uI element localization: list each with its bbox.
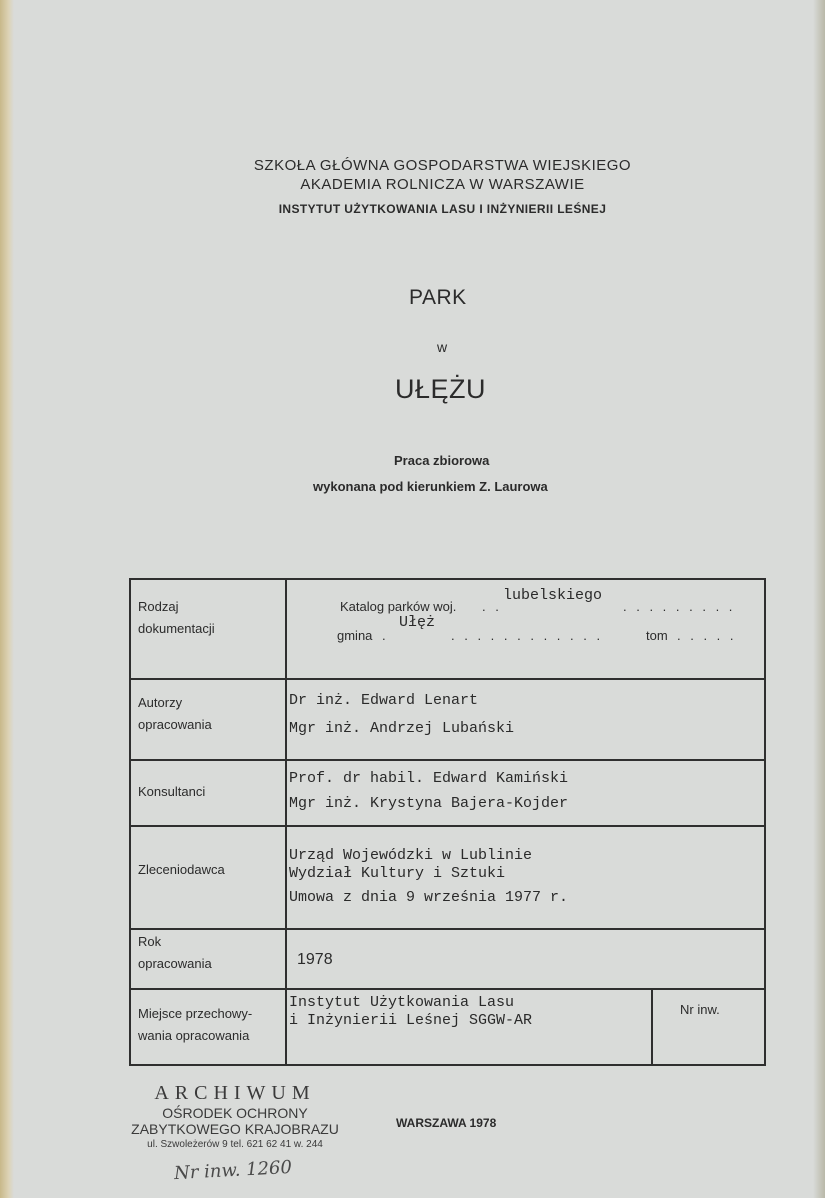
katalog-label: Katalog parków woj. [340,599,457,614]
header-institute: INSTYTUT UŻYTKOWANIA LASU I INŻYNIERII LEŚNEJ [278,202,607,216]
katalog-value: lubelskiego [503,587,603,604]
documentation-table [129,578,766,1066]
title-w: w [437,339,448,355]
title-place: UŁĘŻU [395,374,487,404]
label-miejsce: Miejsce przechowy- wania opracowania [138,1006,253,1043]
gmina-value: Ułęż [399,614,436,631]
subtitle-collective-work: Praca zbiorowa [394,453,490,468]
place-year: WARSZAWA 1978 [396,1116,497,1130]
consultant-1: Prof. dr habil. Edward Kamiński [289,770,569,787]
subtitle-supervisor: wykonana pod kierunkiem Z. Laurowa [313,479,548,494]
label-zleceniodawca: Zleceniodawca [138,862,225,877]
row-zleceniodawca [131,827,764,930]
title-park: PARK [409,286,467,309]
nr-divider [651,990,653,1066]
header-academy: AKADEMIA ROLNICZA W WARSZAWIE [300,176,585,193]
label-konsultanci: Konsultanci [138,784,206,799]
author-1: Dr inż. Edward Lenart [289,692,479,709]
row-rok [131,930,764,990]
row-konsultanci [131,761,764,827]
row-autorzy [131,680,764,761]
label-rodzaj: Rodzaj dokumentacji [138,599,215,636]
storage-1: Instytut Użytkowania Lasu [289,994,515,1011]
consultant-2: Mgr inż. Krystyna Bajera-Kojder [289,795,569,812]
row-miejsce [131,990,764,1066]
label-autorzy: Autorzy opracowania [138,695,212,732]
storage-2: i Inżynierii Leśnej SGGW-AR [289,1012,533,1029]
client-2: Wydział Kultury i Sztuki [289,865,506,882]
tom-label: tom [646,628,668,643]
contract: Umowa z dnia 9 września 1977 r. [289,889,569,906]
handwritten-inventory-number: Nr inw. 1260 [173,1156,293,1185]
archive-stamp: ARCHIWUM OŚRODEK OCHRONY ZABYTKOWEGO KRAJOBRAZU ul. Szwoleżerów 9 tel. 621 62 41 w. 244 [131,1082,339,1150]
author-2: Mgr inż. Andrzej Lubański [289,720,515,737]
nr-inw-label: Nr inw. [680,1002,720,1017]
row-rodzaj: Rodzaj dokumentacji Katalog parków woj. . . lubelskiego . . . . . . . . . gmina . Ułęż . . . . . . . . . . . . tom . . . . . [131,580,764,680]
header-university: SZKOŁA GŁÓWNA GOSPODARSTWA WIEJSKIEGO [253,157,632,174]
client-1: Urząd Wojewódzki w Lublinie [289,847,533,864]
gmina-label: gmina [337,628,373,643]
year-value: 1978 [297,951,333,968]
label-rok: Rok opracowania [138,934,212,971]
